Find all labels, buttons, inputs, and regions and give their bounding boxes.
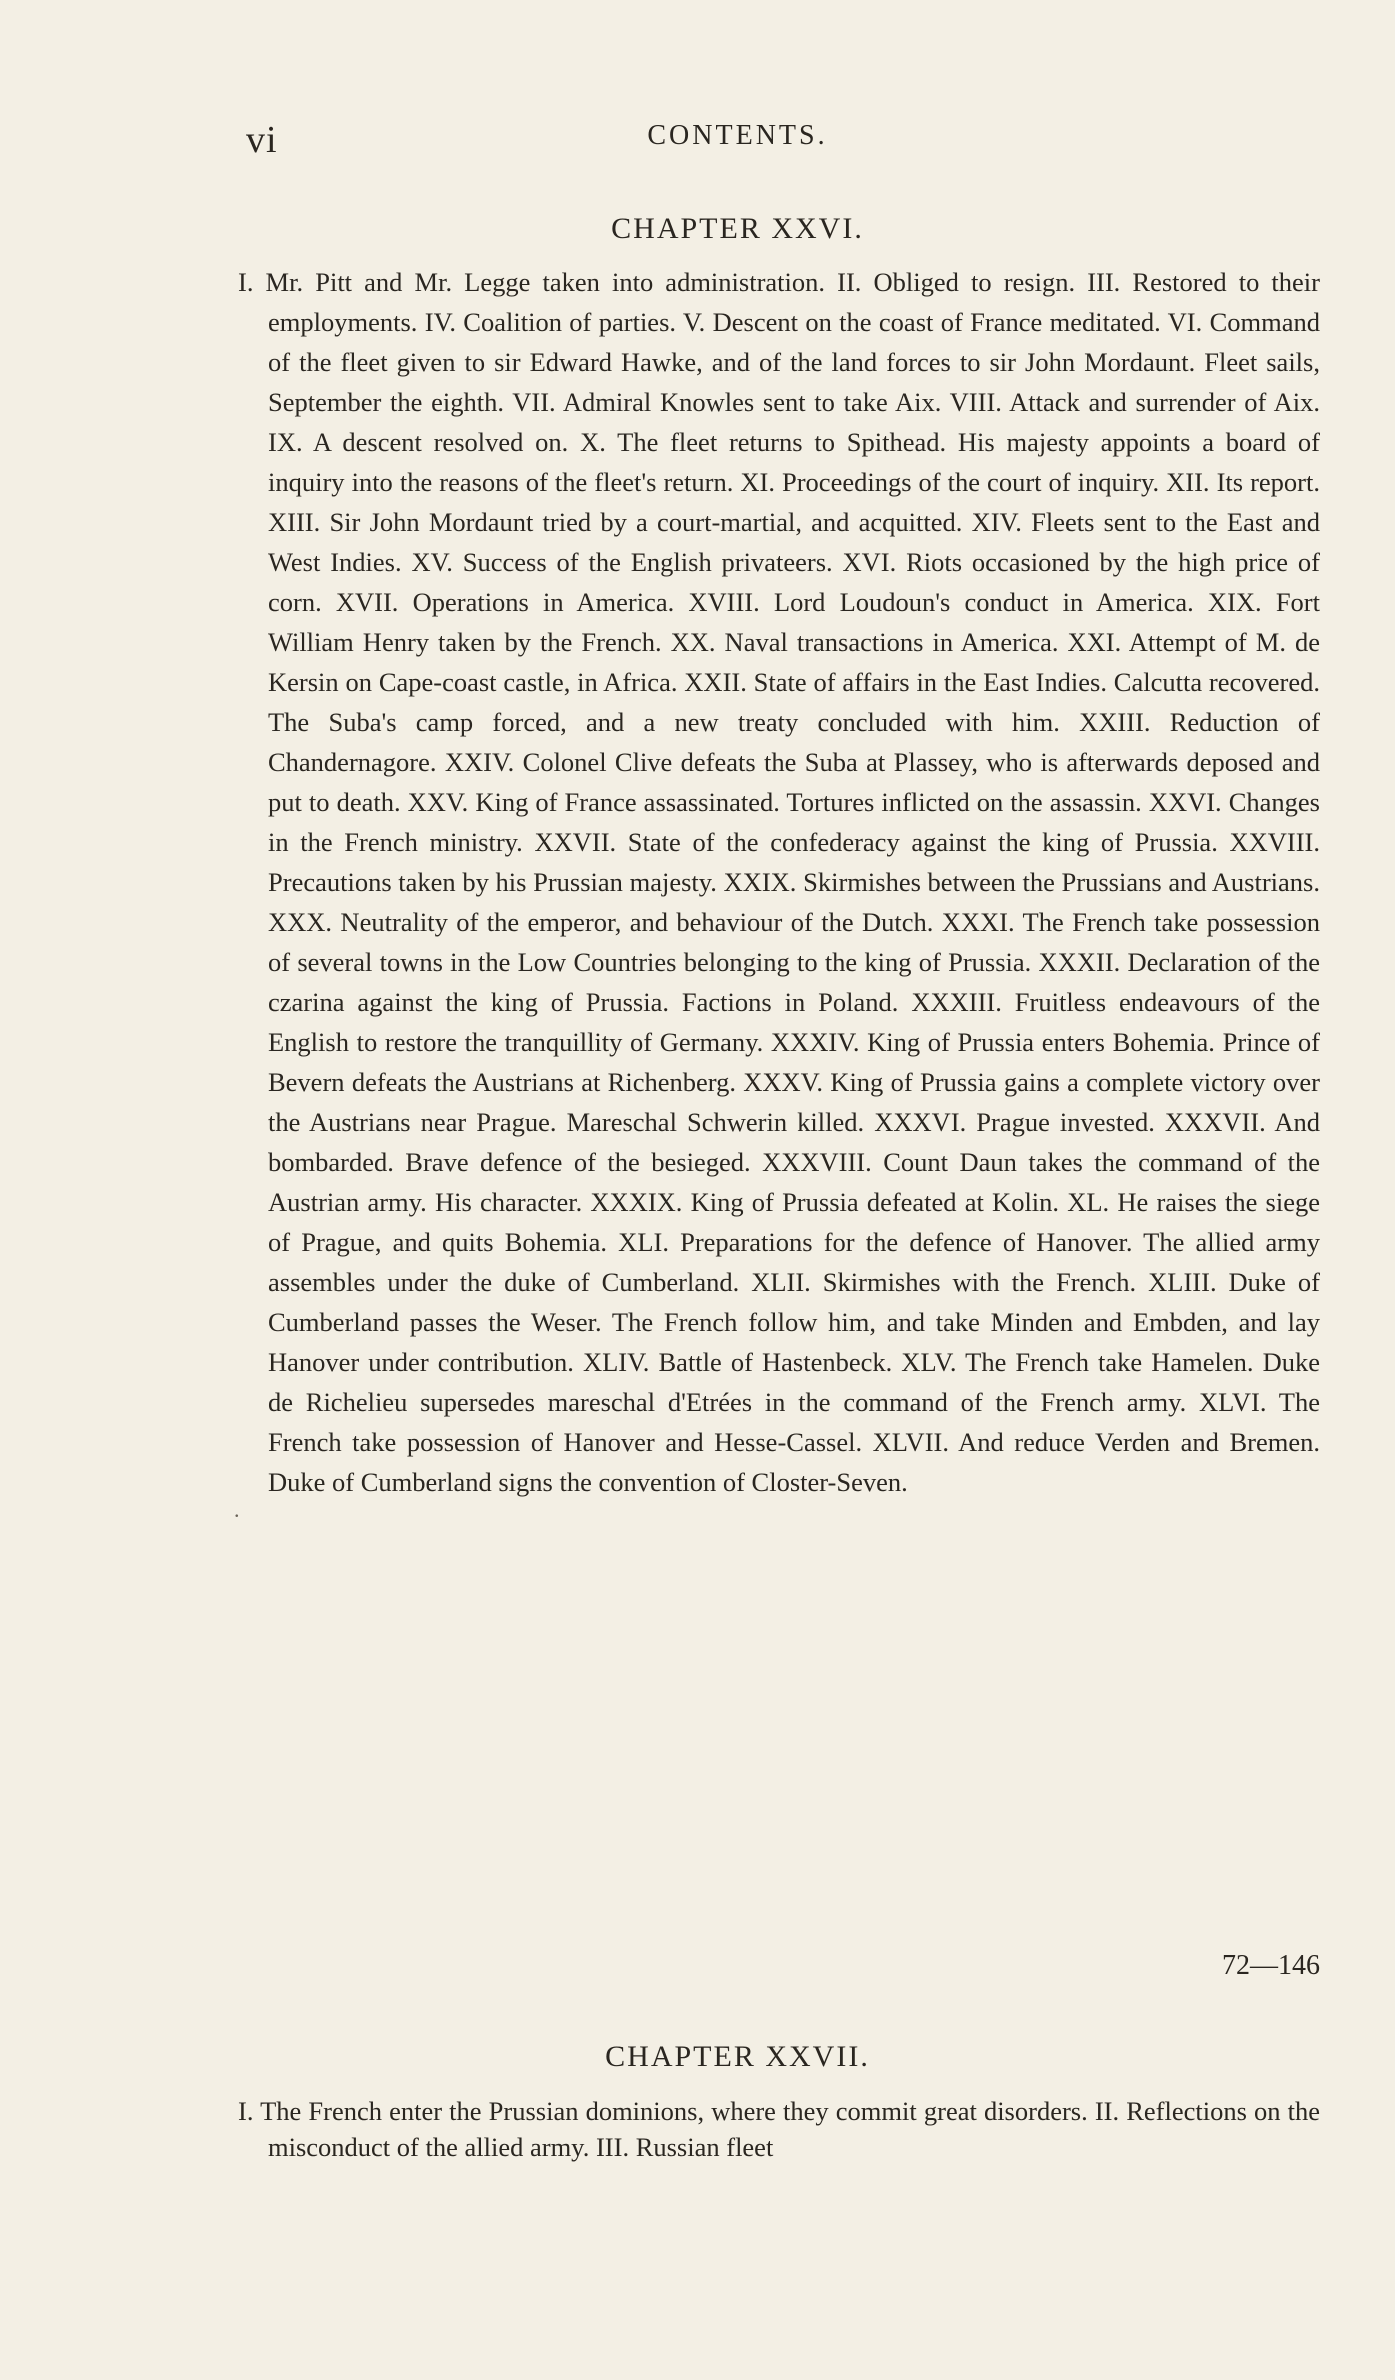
chapter-summary: I. The French enter the Prussian dominions, where they commit great disorders. II. Reflections on the misconduct of the allied army. III. Russian fleet: [238, 2096, 1320, 2162]
page-header: [0, 110, 1395, 160]
chapter-heading: CHAPTER XXVI.: [611, 212, 864, 245]
chapter-heading: CHAPTER XXVII.: [605, 2040, 870, 2073]
page-range: 72—146: [1222, 1950, 1320, 1981]
margin-mark: .: [234, 1497, 240, 1522]
page-number: vi: [246, 119, 278, 161]
running-title: CONTENTS.: [647, 120, 828, 151]
chapter-summary: I. Mr. Pitt and Mr. Legge taken into administration. II. Obliged to resign. III. Restored to their employments. IV. Coalition of parties. V. Descent on the coast of France meditated. VI. Command of the fleet given to sir Edward Hawke, and of the land forces to sir John Mordaunt. Fleet sails, September the eighth. VII. Admiral Knowles sent to take Aix. VIII. Attack and surrender of Aix. IX. A descent resolved on. X. The fleet returns to Spithead. His majesty appoints a board of inquiry into the reasons of the fleet's return. XI. Proceedings of the court of inquiry. XII. Its report. XIII. Sir John Mordaunt tried by a court-martial, and acquitted. XIV. Fleets sent to the East and West Indies. XV. Success of the English privateers. XVI. Riots occasioned by the high price of corn. XVII. Operations in America. XVIII. Lord Loudoun's conduct in America. XIX. Fort William Henry taken by the French. XX. Naval transactions in America. XXI. Attempt of M. de Kersin on Cape-coast castle, in Africa. XXII. State of affairs in the East Indies. Calcutta recovered. The Suba's camp forced, and a new treaty concluded with him. XXIII. Reduction of Chandernagore. XXIV. Colonel Clive defeats the Suba at Plassey, who is afterwards deposed and put to death. XXV. King of France assassinated. Tortures inflicted on the assassin. XXVI. Changes in the French ministry. XXVII. State of the confederacy against the king of Prussia. XXVIII. Precautions taken by his Prussian majesty. XXIX. Skirmishes between the Prussians and Austrians. XXX. Neutrality of the emperor, and behaviour of the Dutch. XXXI. The French take possession of several towns in the Low Countries belonging to the king of Prussia. XXXII. Declaration of the czarina against the king of Prussia. Factions in Poland. XXXIII. Fruitless endeavours of the English to restore the tranquillity of Germany. XXXIV. King of Prussia enters Bohemia. Prince of Bevern defeats the Austrians at Richenberg. XXXV. King of Prussia gains a complete victory over the Austrians near Prague. Mareschal Schwerin killed. XXXVI. Prague invested. XXXVII. And bombarded. Brave defence of the besieged. XXXVIII. Count Daun takes the command of the Austrian army. His character. XXXIX. King of Prussia defeated at Kolin. XL. He raises the siege of Prague, and quits Bohemia. XLI. Preparations for the defence of Hanover. The allied army assembles under the duke of Cumberland. XLII. Skirmishes with the French. XLIII. Duke of Cumberland passes the Weser. The French follow him, and take Minden and Embden, and lay Hanover under contribution. XLIV. Battle of Hastenbeck. XLV. The French take Hamelen. Duke de Richelieu supersedes mareschal d'Etrées in the command of the French army. XLVI. The French take possession of Hanover and Hesse-Cassel. XLVII. And reduce Verden and Bremen. Duke of Cumberland signs the convention of Closter-Seven.: [238, 267, 1320, 1497]
